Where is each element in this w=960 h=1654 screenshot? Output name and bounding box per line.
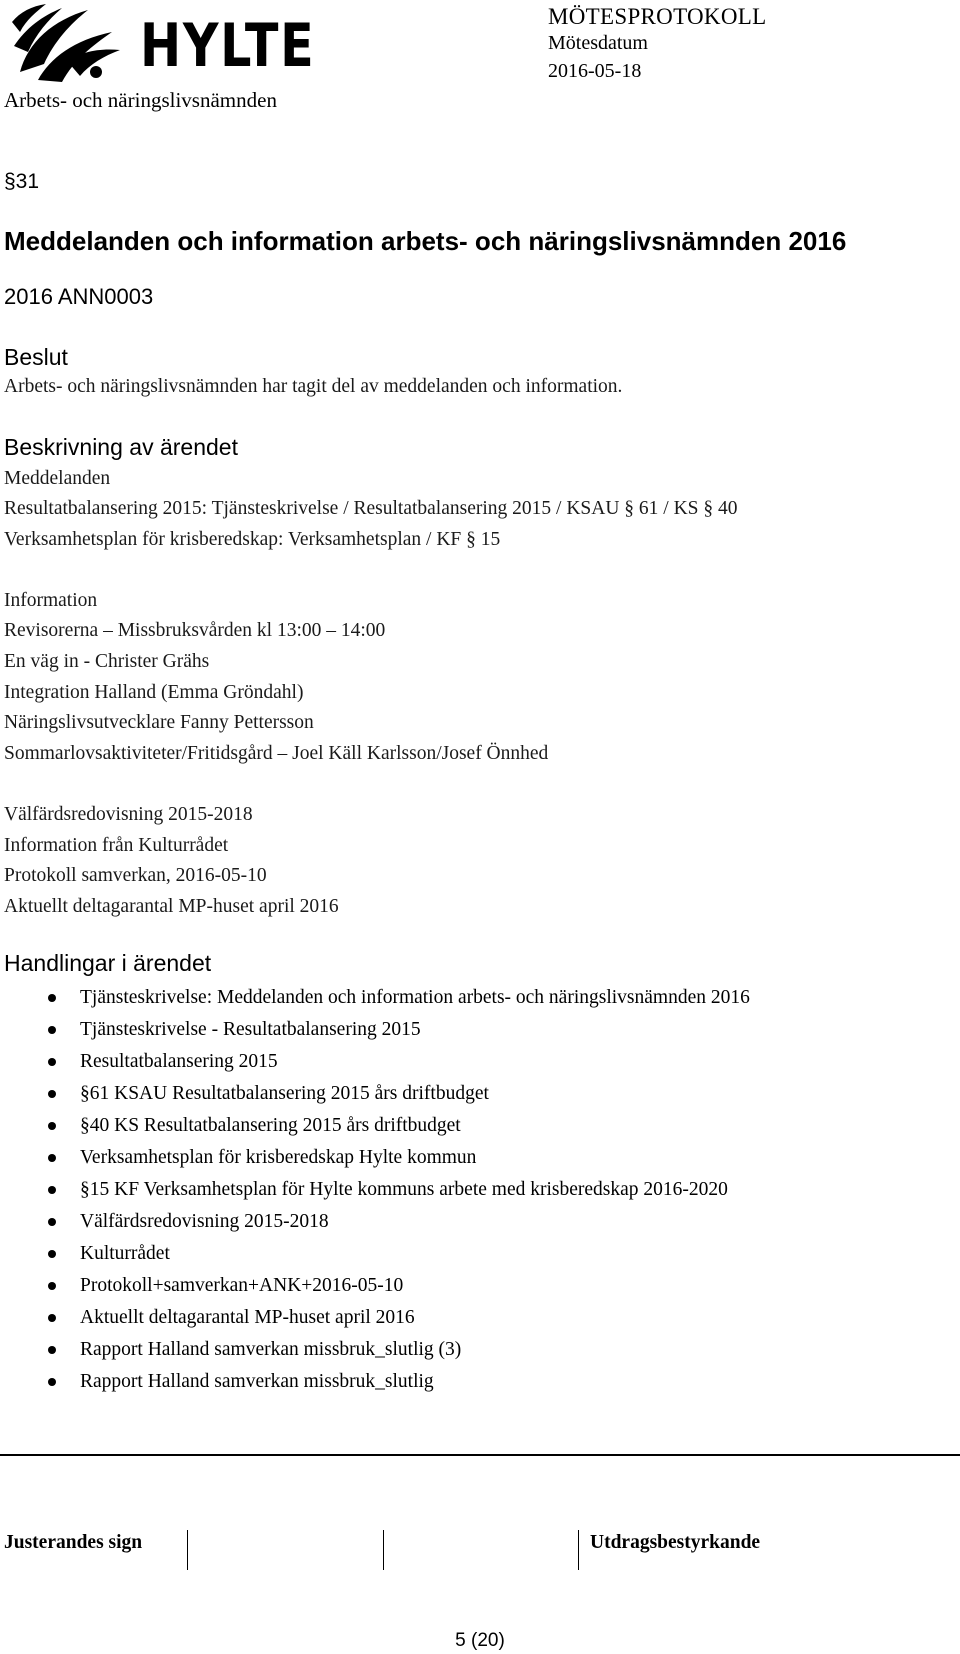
- signature-box-divider: [383, 1530, 384, 1570]
- case-number: 2016 ANN0003: [4, 284, 154, 309]
- information-item: Revisorerna – Missbruksvården kl 13:00 – 14:00: [4, 620, 386, 641]
- information-item: Näringslivsutvecklare Fanny Pettersson: [4, 712, 314, 733]
- document-item-label: Rapport Halland samverkan missbruk_slutlig (3): [80, 1339, 462, 1360]
- meeting-date-label: Mötesdatum: [548, 32, 648, 54]
- information-item: En väg in - Christer Grähs: [4, 651, 210, 672]
- document-item-label: Aktuellt deltagarantal MP-huset april 2016: [80, 1307, 415, 1328]
- description-heading: Beskrivning av ärendet: [4, 434, 238, 460]
- signature-box-divider: [578, 1530, 579, 1570]
- document-item: [0, 982, 960, 1014]
- document-item-label: Verksamhetsplan för krisberedskap Hylte kommun: [80, 1147, 477, 1168]
- bullet-icon: [48, 1122, 56, 1130]
- document-item: [0, 1078, 960, 1110]
- document-item: [0, 1206, 960, 1238]
- message-item: Resultatbalansering 2015: Tjänsteskrivelse / Resultatbalansering 2015 / KSAU § 61 / KS § 40: [4, 498, 738, 519]
- bullet-icon: [48, 1282, 56, 1290]
- document-item-label: Tjänsteskrivelse: Meddelanden och information arbets- och näringslivsnämnden 2016: [80, 987, 750, 1008]
- message-item: Verksamhetsplan för krisberedskap: Verksamhetsplan / KF § 15: [4, 529, 501, 550]
- other-item: Välfärdsredovisning 2015-2018: [4, 804, 253, 825]
- document-item-label: Kulturrådet: [80, 1243, 170, 1264]
- hylte-emblem-icon: [8, 2, 126, 86]
- document-item-label: §61 KSAU Resultatbalansering 2015 års driftbudget: [80, 1083, 489, 1104]
- paragraph-number: §31: [4, 170, 40, 193]
- document-type: MÖTESPROTOKOLL: [548, 4, 767, 29]
- bullet-icon: [48, 1026, 56, 1034]
- extract-certification-label: Utdragsbestyrkande: [590, 1532, 761, 1553]
- bullet-icon: [48, 1090, 56, 1098]
- documents-list: [0, 982, 960, 1398]
- decision-heading: Beslut: [4, 344, 68, 370]
- document-item-label: Välfärdsredovisning 2015-2018: [80, 1211, 329, 1232]
- information-item: Integration Halland (Emma Gröndahl): [4, 682, 304, 703]
- decision-text: Arbets- och näringslivsnämnden har tagit del av meddelanden och information.: [4, 376, 623, 397]
- page-title: Meddelanden och information arbets- och näringslivsnämnden 2016: [4, 226, 847, 256]
- document-item-label: Rapport Halland samverkan missbruk_slutlig: [80, 1371, 434, 1392]
- bullet-icon: [48, 1154, 56, 1162]
- bullet-icon: [48, 1378, 56, 1386]
- hylte-logo: [8, 2, 338, 88]
- document-item-label: §15 KF Verksamhetsplan för Hylte kommuns arbete med krisberedskap 2016-2020: [80, 1179, 728, 1200]
- information-item: Sommarlovsaktiviteter/Fritidsgård – Joel Käll Karlsson/Josef Önnhed: [4, 743, 549, 764]
- bullet-icon: [48, 1250, 56, 1258]
- logo-wordmark: HYLTE: [140, 11, 316, 81]
- meeting-date: 2016-05-18: [548, 60, 642, 82]
- organization-name: Arbets- och näringslivsnämnden: [4, 88, 277, 112]
- footer-divider: [0, 1454, 960, 1456]
- document-item-label: §40 KS Resultatbalansering 2015 års driftbudget: [80, 1115, 461, 1136]
- other-item: Protokoll samverkan, 2016-05-10: [4, 865, 267, 886]
- document-item: [0, 1238, 960, 1270]
- document-item: [0, 1014, 960, 1046]
- document-item: [0, 1334, 960, 1366]
- document-item-label: Protokoll+samverkan+ANK+2016-05-10: [80, 1275, 404, 1296]
- bullet-icon: [48, 1314, 56, 1322]
- signature-label: Justerandes sign: [4, 1532, 143, 1553]
- document-item: [0, 1174, 960, 1206]
- other-item: Aktuellt deltagarantal MP-huset april 2016: [4, 896, 339, 917]
- bullet-icon: [48, 1218, 56, 1226]
- documents-heading: Handlingar i ärendet: [4, 950, 212, 976]
- document-item: [0, 1110, 960, 1142]
- page-number: 5 (20): [455, 1630, 505, 1651]
- document-item: [0, 1046, 960, 1078]
- other-item: Information från Kulturrådet: [4, 835, 229, 856]
- bullet-icon: [48, 1346, 56, 1354]
- signature-box-divider: [187, 1530, 188, 1570]
- document-item: [0, 1142, 960, 1174]
- bullet-icon: [48, 1058, 56, 1066]
- document-item-label: Tjänsteskrivelse - Resultatbalansering 2015: [80, 1019, 421, 1040]
- document-item: [0, 1302, 960, 1334]
- bullet-icon: [48, 994, 56, 1002]
- document-item: [0, 1270, 960, 1302]
- information-label: Information: [4, 590, 98, 611]
- messages-label: Meddelanden: [4, 468, 111, 489]
- bullet-icon: [48, 1186, 56, 1194]
- document-item-label: Resultatbalansering 2015: [80, 1051, 278, 1072]
- document-item: [0, 1366, 960, 1398]
